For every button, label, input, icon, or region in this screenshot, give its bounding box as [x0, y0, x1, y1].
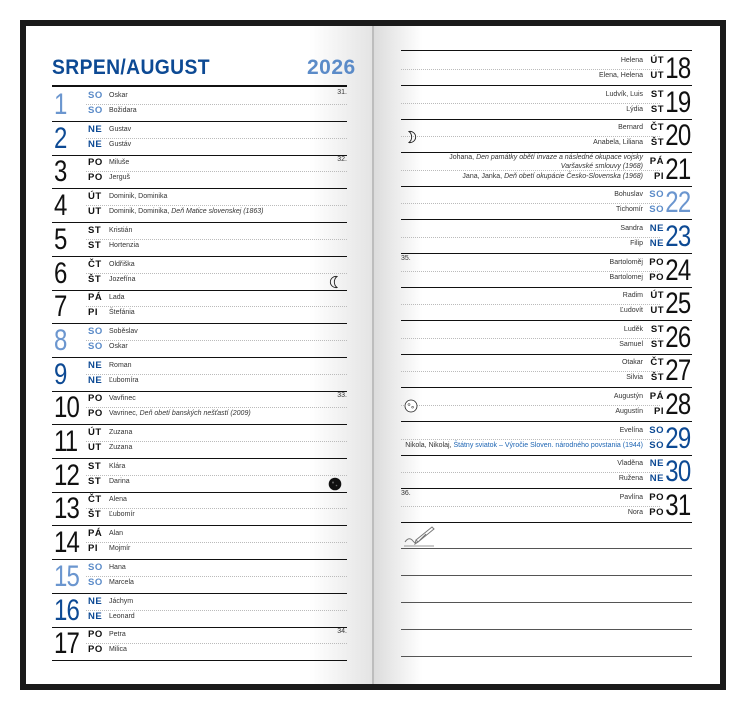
nameday-sk-name: Nora	[627, 508, 643, 516]
day-divider	[401, 522, 692, 523]
nameday-cs: Zuzana	[109, 429, 133, 436]
day-divider-dotted	[86, 508, 347, 509]
weekday-cs: SO	[88, 561, 103, 573]
day-divider-dotted	[86, 171, 347, 172]
weekday-sk: NE	[88, 610, 103, 622]
weekday-sk: SO	[649, 204, 664, 216]
full-moon-icon	[404, 399, 418, 418]
day-number: 14	[54, 526, 80, 560]
nameday-sk-name: Štefánia	[109, 309, 135, 317]
nameday-sk-name: Zuzana	[109, 444, 133, 451]
day-divider-dotted	[401, 304, 660, 305]
day-row	[52, 425, 347, 459]
weekday-sk: PO	[88, 172, 103, 184]
weekday-sk: ŠT	[88, 509, 102, 521]
nameday-sk-name: Leonard	[109, 612, 135, 620]
day-divider-dotted	[401, 237, 660, 238]
weekday-sk: SO	[88, 105, 103, 116]
weekday-sk: SO	[88, 340, 103, 352]
note-line[interactable]	[401, 629, 692, 630]
weekday-sk: ŠT	[650, 372, 664, 384]
weekday-sk: PI	[88, 307, 98, 319]
day-divider-dotted	[401, 371, 660, 372]
nameday-sk	[109, 477, 130, 486]
nameday-cs: Vavřinec	[109, 395, 136, 403]
nameday-sk	[615, 407, 643, 416]
right-top-rule	[401, 50, 692, 51]
day-divider-dotted	[401, 203, 660, 204]
nameday-sk-name: Božidara	[109, 107, 137, 114]
nameday-cs: Gustav	[109, 125, 132, 133]
nameday-sk-name: Mojmír	[109, 545, 131, 553]
nameday-sk	[109, 376, 139, 385]
weekday-sk: ST	[88, 239, 102, 251]
day-divider-dotted	[401, 271, 660, 272]
day-divider-dotted	[86, 475, 347, 476]
nameday-sk-name: Vavrinec,	[109, 410, 138, 418]
weekday-cs: PO	[649, 256, 664, 268]
day-divider-dotted	[401, 338, 660, 339]
day-divider-dotted	[86, 104, 347, 105]
day-divider-dotted	[86, 273, 347, 274]
day-divider-dotted	[401, 472, 660, 473]
state-holiday-text: Štátny sviatok – Výročie Sloven. národného povstania (1944)	[453, 441, 643, 449]
weekday-cs: ST	[88, 224, 102, 236]
weekday-sk: NE	[649, 473, 664, 485]
weekday-cs: ÚT	[650, 55, 664, 66]
weekday-cs: NE	[649, 223, 664, 234]
nameday-sk-name: Hortenzia	[109, 241, 139, 249]
nameday-sk	[619, 340, 643, 349]
header-rule	[52, 85, 347, 87]
day-row	[52, 257, 347, 291]
day-divider-dotted	[86, 643, 347, 644]
nameday-cs: Radim	[622, 292, 643, 300]
day-number: 7	[54, 290, 67, 324]
weekday-sk: ST	[88, 475, 102, 487]
day-row	[52, 627, 347, 661]
day-row	[401, 52, 692, 86]
day-row	[52, 155, 347, 189]
day-divider-dotted	[401, 506, 660, 507]
nameday-cs: Alan	[109, 530, 124, 538]
first-moon-icon	[404, 130, 418, 149]
week-number: 31.	[337, 89, 347, 96]
day-number: 15	[54, 559, 80, 593]
day-row	[52, 122, 347, 156]
weekday-sk: UT	[650, 70, 664, 81]
day-row	[401, 254, 692, 288]
nameday-sk	[109, 241, 139, 250]
day-number: 16	[54, 593, 80, 627]
holiday-text: Deň obetí okupácie Česko-Slovenska (1968)	[504, 172, 643, 180]
nameday-cs: Bohuslav	[614, 191, 643, 199]
nameday-sk	[109, 106, 137, 115]
weekday-sk: PI	[654, 170, 664, 182]
nameday-sk-name: Jana, Janka,	[462, 172, 503, 180]
day-row	[401, 119, 692, 153]
holiday-text: Deň obetí banských nešťastí (2009)	[139, 410, 251, 418]
day-number: 23	[664, 220, 690, 253]
nameday-cs: Petra	[109, 631, 126, 639]
weekday-cs: NE	[88, 595, 103, 607]
day-divider-dotted	[86, 542, 347, 543]
day-number: 27	[664, 354, 690, 388]
day-number: 9	[54, 357, 67, 391]
day-row	[52, 492, 347, 526]
day-number: 10	[54, 391, 80, 425]
day-row	[401, 186, 692, 220]
nameday-sk	[109, 544, 130, 553]
nameday-sk-name: Filip	[630, 240, 643, 247]
week-number: 33.	[337, 392, 347, 400]
nameday-cs: Augustýn	[613, 393, 643, 400]
nameday-cs: Pavlína	[619, 493, 643, 501]
day-divider-dotted	[401, 170, 660, 171]
weekday-sk: ST	[650, 103, 664, 115]
day-number: 31	[664, 488, 690, 522]
day-number: 4	[54, 189, 67, 223]
nameday-cs: Helena	[620, 57, 643, 64]
weekday-sk: NE	[649, 238, 664, 249]
weekday-cs: ÚT	[88, 191, 102, 203]
day-row	[52, 189, 347, 223]
day-divider-dotted	[401, 136, 660, 137]
weekday-cs: ČT	[88, 494, 102, 506]
day-row	[52, 459, 347, 493]
day-divider	[52, 660, 347, 661]
day-row	[52, 88, 347, 122]
weekday-cs: ST	[88, 460, 102, 472]
nameday-sk	[109, 275, 135, 284]
day-divider-dotted	[401, 69, 660, 70]
day-divider-dotted	[86, 610, 347, 611]
weekday-cs: ČT	[650, 357, 664, 369]
nameday-sk-name: Darina	[109, 477, 130, 485]
nameday-sk	[109, 612, 135, 621]
day-divider-dotted	[86, 340, 347, 341]
weekday-sk: PI	[654, 406, 664, 417]
year-label: 2026	[307, 56, 356, 79]
nameday-sk-name: Tichomír	[616, 206, 643, 214]
nameday-cs: Bernard	[618, 124, 643, 132]
day-row	[52, 594, 347, 628]
day-row	[52, 526, 347, 560]
day-number: 21	[664, 152, 690, 186]
nameday-cs-name: Johana,	[449, 153, 475, 161]
nameday-sk	[616, 205, 643, 214]
nameday-sk	[109, 173, 130, 182]
day-number: 30	[664, 455, 690, 489]
week-number: 35.	[401, 254, 411, 262]
pen-note-icon	[402, 524, 436, 548]
weekday-sk: NE	[88, 138, 103, 150]
nameday-cs: Hana	[109, 563, 126, 571]
weekday-cs: PÁ	[88, 292, 103, 304]
day-row	[401, 220, 692, 254]
weekday-cs: NE	[88, 359, 103, 371]
nameday-sk-name: Samuel	[619, 340, 643, 348]
day-number: 22	[664, 186, 690, 220]
day-row	[401, 354, 692, 388]
nameday-cs: Lada	[109, 294, 125, 302]
nameday-sk-name: Jozefína	[109, 275, 136, 283]
day-number: 2	[54, 121, 67, 155]
note-line[interactable]	[401, 548, 692, 549]
weekday-sk: PO	[88, 644, 103, 656]
weekday-cs: PÁ	[649, 391, 664, 402]
weekday-sk: SO	[649, 439, 664, 451]
nameday-cs: Otakar	[621, 359, 643, 367]
nameday-sk-name: Silvia	[626, 374, 643, 382]
nameday-sk	[610, 273, 643, 282]
page-spine	[372, 26, 374, 684]
week-number: 34.	[337, 628, 347, 636]
note-line[interactable]	[401, 575, 692, 576]
weekday-sk: ST	[650, 338, 664, 350]
nameday-cs: Dominik, Dominika	[109, 193, 168, 201]
day-divider-dotted	[86, 441, 347, 442]
nameday-sk	[462, 172, 643, 181]
nameday-cs: Evelína	[619, 426, 643, 434]
nameday-sk-name: Oskar	[109, 342, 128, 350]
weekday-cs: ÚT	[650, 290, 664, 302]
day-divider-dotted	[86, 374, 347, 375]
day-number: 5	[54, 222, 67, 256]
nameday-sk-name: Ružena	[618, 475, 643, 483]
day-divider-dotted	[86, 407, 347, 408]
weekday-sk: UT	[88, 442, 102, 453]
day-row	[401, 287, 692, 321]
nameday-sk	[599, 71, 643, 80]
weekday-sk: NE	[88, 374, 103, 386]
nameday-cs: Kristián	[109, 226, 133, 234]
month-title: SRPEN/AUGUST	[52, 56, 210, 79]
weekday-sk: UT	[650, 305, 664, 317]
day-divider-dotted	[86, 239, 347, 240]
day-number: 11	[54, 425, 78, 458]
nameday-sk-name: Lýdia	[626, 105, 643, 113]
nameday-cs: Oldřiška	[109, 260, 135, 268]
nameday-sk-name: Augustín	[615, 408, 643, 415]
day-row	[401, 321, 692, 355]
day-number: 24	[664, 253, 690, 287]
nameday-cs: Luděk	[623, 325, 643, 333]
nameday-sk-name: Dominik, Dominika,	[109, 208, 170, 216]
nameday-sk	[405, 441, 643, 450]
weekday-cs: ÚT	[88, 427, 102, 438]
nameday-sk-name: Bartolomej	[609, 273, 643, 281]
nameday-cs: Miluše	[109, 159, 130, 167]
day-row	[52, 560, 347, 594]
nameday-sk-name: Milica	[109, 646, 127, 654]
nameday-sk	[628, 508, 643, 517]
weekday-cs: SO	[649, 189, 664, 201]
weekday-cs: NE	[88, 123, 103, 135]
nameday-sk	[109, 510, 135, 519]
nameday-cs: Soběslav	[109, 327, 138, 335]
weekday-cs: NE	[649, 458, 664, 470]
day-divider-dotted	[401, 103, 660, 104]
holiday-text: Varšavské smlouvy (1968)	[560, 162, 643, 170]
nameday-cs: Oskar	[109, 92, 128, 99]
day-divider-dotted	[86, 576, 347, 577]
nameday-cs: Roman	[109, 361, 132, 369]
day-row	[401, 86, 692, 120]
weekday-sk: PO	[649, 271, 664, 283]
day-row	[401, 489, 692, 523]
nameday-sk	[619, 474, 643, 483]
nameday-sk	[109, 645, 127, 654]
day-row	[401, 153, 692, 187]
day-number: 20	[664, 119, 690, 153]
weekday-cs: PÁ	[88, 528, 103, 540]
day-row	[401, 422, 692, 456]
weekday-sk: PI	[88, 543, 98, 555]
nameday-cs: Ludvík, Luis	[605, 90, 643, 98]
nameday-cs: Vladěna	[617, 460, 643, 468]
holiday-text: Den památky obětí invaze a následné okupace vojsky	[476, 153, 643, 161]
weekday-cs: ČT	[650, 122, 664, 134]
nameday-sk-name: Marcela	[109, 578, 134, 586]
holiday-text: Deň Matice slovenskej (1863)	[171, 208, 264, 216]
day-divider-dotted	[401, 439, 660, 440]
weekday-sk: UT	[88, 206, 102, 218]
nameday-sk	[620, 306, 643, 315]
nameday-cs: Bartoloměj	[609, 258, 643, 266]
nameday-sk-name: Ľubomíra	[109, 376, 139, 384]
day-number: 6	[54, 256, 67, 290]
weekday-cs: PO	[88, 157, 103, 169]
weekday-cs: PO	[88, 629, 103, 641]
day-row	[401, 388, 692, 422]
nameday-sk-name: Jerguš	[109, 174, 131, 182]
weekday-sk: PO	[88, 408, 103, 420]
day-row	[52, 290, 347, 324]
weekday-cs: PO	[649, 491, 664, 503]
nameday-cs: Jáchym	[109, 597, 134, 605]
nameday-sk	[626, 373, 643, 382]
day-number: 28	[664, 388, 690, 421]
nameday-sk	[626, 105, 643, 114]
weekday-sk: ŠT	[650, 137, 664, 149]
note-line[interactable]	[401, 656, 692, 657]
weekday-cs: ST	[650, 88, 664, 100]
nameday-cs: Alena	[109, 496, 127, 504]
day-row	[52, 358, 347, 392]
weekday-sk: SO	[88, 576, 103, 588]
nameday-sk	[109, 207, 263, 216]
day-divider-dotted	[86, 138, 347, 139]
day-number: 18	[664, 52, 690, 85]
nameday-cs: Sandra	[620, 225, 643, 232]
weekday-cs: ST	[650, 323, 664, 335]
nameday-sk	[109, 443, 132, 452]
day-number: 12	[54, 458, 80, 492]
day-number: 1	[54, 88, 67, 121]
nameday-sk-name: Elena, Helena	[599, 72, 643, 79]
nameday-cs: Klára	[109, 462, 126, 470]
weekday-cs: SO	[649, 424, 664, 436]
day-row	[52, 324, 347, 358]
nameday-sk	[109, 308, 135, 317]
weekday-cs: SO	[88, 90, 103, 101]
weekday-cs: PÁ	[649, 155, 664, 167]
nameday-sk-name: Anabela, Liliana	[593, 139, 643, 147]
day-divider-dotted	[86, 306, 347, 307]
day-number: 25	[664, 287, 690, 321]
week-number: 36.	[401, 489, 411, 497]
day-divider-dotted	[401, 405, 660, 406]
nameday-sk-name: Gustáv	[109, 140, 132, 148]
day-number: 26	[664, 320, 690, 354]
nameday-sk	[109, 409, 251, 418]
day-row	[52, 391, 347, 425]
day-number: 29	[664, 421, 690, 455]
day-row	[401, 455, 692, 489]
day-number: 19	[664, 85, 690, 119]
weekday-sk: ŠT	[88, 273, 102, 285]
weekday-cs: SO	[88, 325, 103, 337]
weekday-cs: ČT	[88, 258, 102, 270]
day-divider-dotted	[86, 205, 347, 206]
nameday-sk-name: Ľudovít	[620, 307, 643, 315]
day-row	[52, 223, 347, 257]
day-number: 17	[54, 627, 80, 661]
nameday-sk	[109, 578, 134, 587]
nameday-sk	[630, 239, 643, 248]
day-number: 8	[54, 323, 67, 357]
nameday-sk	[593, 138, 643, 147]
day-number: 3	[54, 155, 67, 189]
nameday-sk-name: Nikola, Nikolaj,	[405, 441, 452, 449]
weekday-sk: PO	[649, 506, 664, 518]
nameday-sk	[109, 140, 131, 149]
nameday-sk-name: Ľubomír	[109, 511, 135, 519]
nameday-cs	[449, 153, 643, 162]
day-number: 13	[54, 492, 80, 526]
note-line[interactable]	[401, 602, 692, 603]
weekday-cs: PO	[88, 393, 103, 405]
week-number: 32.	[337, 156, 347, 164]
nameday-sk	[109, 342, 128, 351]
